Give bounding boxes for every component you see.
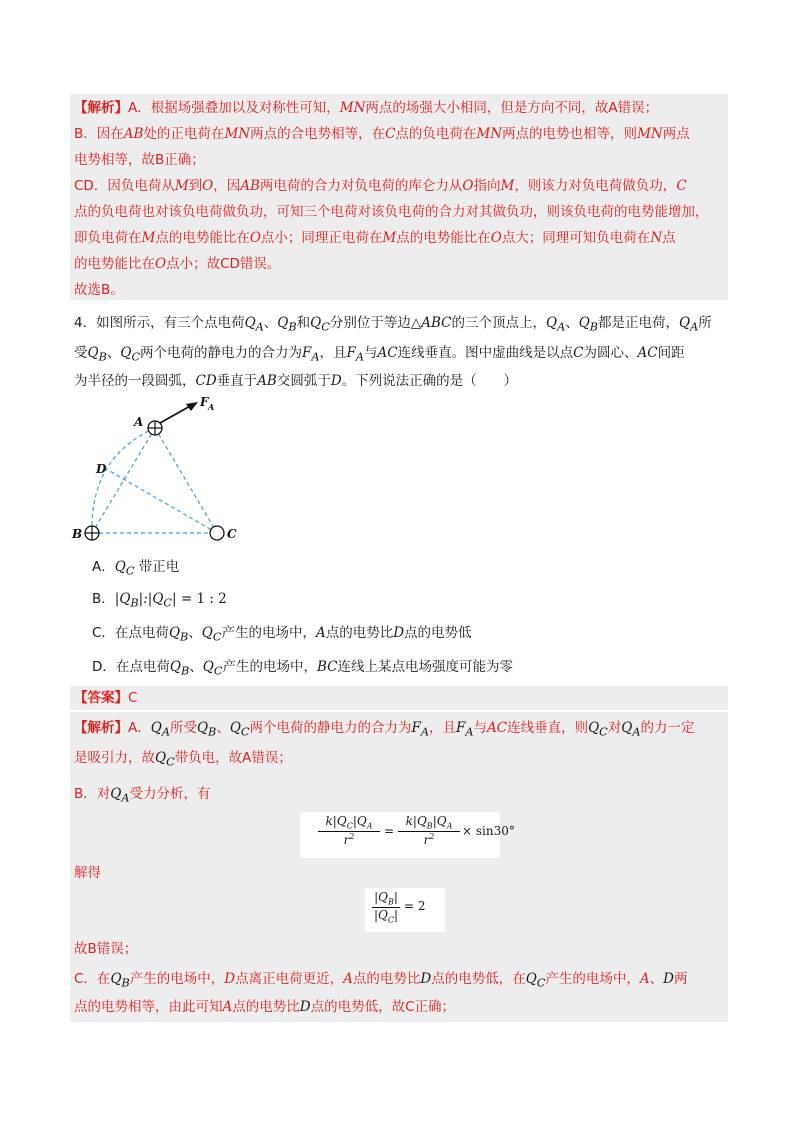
label-fa-sub: A (208, 402, 215, 412)
text: 是吸引力，故 (74, 750, 155, 766)
var: △ABC (410, 315, 452, 331)
var: D (663, 971, 674, 987)
var: D (224, 971, 236, 987)
sub: C (213, 664, 223, 678)
text: 点离正电荷更近， (235, 971, 344, 987)
sub: B (180, 630, 189, 644)
var: Q (578, 315, 590, 331)
var: AC (487, 720, 508, 736)
prev-analysis-line-6 (74, 227, 676, 249)
text: 故B错误； (74, 941, 138, 957)
var: F (411, 720, 421, 736)
var: Q (229, 720, 241, 736)
answer-shade (70, 686, 728, 710)
option-c[interactable]: C．在点电荷$Q_B$、$Q_C$产生的电场中，A点的电势比D点的电势低 (92, 625, 472, 644)
sub: B (589, 320, 599, 334)
var: C (676, 178, 687, 194)
text: ，且 (429, 720, 456, 736)
text: 与 (473, 720, 487, 736)
question-line-2 (74, 342, 685, 369)
text: 连线垂直，则 (507, 720, 589, 736)
var: | (393, 908, 399, 923)
var: |Q (374, 890, 388, 904)
text: 点的电势能比在 (396, 230, 491, 246)
var: Q (277, 315, 289, 331)
sub: A (255, 320, 264, 334)
prev-analysis-line-5 (74, 201, 709, 223)
text: 的三个顶点上， (451, 315, 546, 331)
sub: A (446, 821, 453, 831)
text: 都是正电荷， (598, 315, 680, 331)
text: C．在 (74, 971, 111, 987)
var: M (382, 230, 397, 246)
text: 点的电势比 (325, 625, 394, 641)
text: 、 (565, 315, 579, 331)
var: A (343, 971, 353, 987)
var: O (202, 178, 214, 194)
text: 带负电，故A错误； (174, 750, 292, 766)
sub: B (387, 897, 394, 907)
sub: B (426, 821, 433, 831)
var: D (393, 625, 405, 641)
var: Q (202, 659, 214, 675)
var: Q (168, 625, 181, 641)
label-a: A (134, 415, 144, 429)
text: 点的电势低，故C正确； (310, 999, 456, 1015)
var: Q (621, 720, 633, 736)
text: 到 (188, 178, 203, 194)
dashed-lines (92, 428, 217, 533)
text: 点小；同理正电荷在 (260, 230, 383, 246)
var: k (405, 814, 413, 828)
text: 分别位于等边 (329, 315, 411, 331)
sub: C (212, 630, 222, 644)
label-c: C (227, 527, 237, 541)
text: 间距 (657, 345, 685, 361)
sub: C (163, 596, 172, 610)
var: |Q (332, 814, 347, 828)
text: 解得 (74, 865, 101, 881)
var: |Q (412, 814, 427, 828)
var: Q (169, 659, 181, 675)
solve-label (74, 862, 101, 884)
var: Q (525, 971, 537, 987)
text: ，因 (213, 178, 241, 194)
text: 的力一定 (640, 720, 695, 736)
label-b: B (72, 527, 83, 541)
arc-ad-b (92, 428, 155, 533)
text: 故选B。 (74, 282, 124, 298)
var: AB (257, 373, 277, 389)
text: B．对 (74, 786, 111, 802)
text: 两点的电势也相等，则 (502, 126, 638, 142)
sub: C (536, 976, 546, 990)
var: Q (545, 315, 558, 331)
var: |:|Q (138, 591, 164, 607)
text: 垂直于 (216, 373, 258, 389)
label-fa: F (200, 395, 209, 409)
text: 为圆心、 (583, 345, 638, 361)
text: 与 (364, 345, 378, 361)
text: ，且 (319, 345, 347, 361)
var: Q (110, 786, 122, 802)
var: A (639, 971, 650, 987)
sub: C (131, 350, 141, 364)
sub: A (121, 791, 130, 805)
formula-1-right-fraction (398, 814, 460, 847)
text: 两电荷的合力对负电荷的库仑力从 (259, 178, 463, 194)
var: r (343, 833, 350, 848)
text: 。下列说法正确的是（ ） (341, 373, 518, 389)
option-d[interactable]: D．在点电荷$Q_B$、$Q_C$产生的电场中，BC连线上某点电场强度可能为零 (92, 659, 513, 678)
text: A． (92, 559, 115, 575)
analysis-line-1: 【解析】A．$Q_A$所受$Q_B$、$Q_C$两个电荷的静电力的合力为$F_A$，且$F_A$与AC连线垂直，则$Q_C$对$Q_A$的力一定 (74, 720, 695, 739)
var: Q (588, 720, 600, 736)
text: 处的正电荷在 (143, 126, 225, 142)
var: D (420, 971, 432, 987)
var: N (650, 230, 663, 246)
prev-analysis-line-2 (74, 123, 690, 145)
answer-value: C (128, 690, 138, 706)
var: MN (637, 126, 663, 142)
var: O (249, 230, 261, 246)
text: 4．如图所示，有三个点电荷 (74, 315, 245, 331)
question-line-3 (74, 370, 517, 392)
text: 指向 (473, 178, 501, 194)
text: 两个电荷的静电力的合力为 (249, 720, 412, 736)
text: 点的电势低 (404, 625, 472, 641)
sub: A (465, 725, 474, 739)
text: D．在点电荷 (92, 659, 170, 675)
text: 点的电势相等，由此可知 (74, 999, 223, 1015)
text: 即负电荷在 (74, 230, 142, 246)
var: |Q (373, 908, 388, 923)
var: r (423, 833, 430, 848)
var: D (330, 373, 342, 389)
var: A (222, 999, 233, 1015)
answer-line (74, 687, 137, 709)
formula-2-fraction (372, 890, 400, 925)
charge-c (210, 526, 224, 540)
formula-1-times: × sin30° (462, 824, 515, 838)
var: BC (316, 659, 338, 675)
option-b[interactable] (92, 588, 227, 615)
text: 两点 (662, 126, 690, 142)
text: 连线上某点电场强度可能为零 (337, 659, 513, 675)
prev-analysis-line-7 (74, 253, 280, 275)
sup: 2 (349, 832, 355, 842)
var: MN (476, 126, 503, 142)
force-arrow-head (186, 402, 198, 411)
text: 和 (296, 315, 311, 331)
var: CD (195, 373, 217, 389)
var: F (302, 345, 312, 361)
line-ac (155, 428, 217, 533)
text: 受 (74, 345, 88, 361)
sub: B (98, 350, 107, 364)
sub: A (690, 320, 699, 334)
analysis-line-c1 (74, 968, 687, 995)
sub: A (557, 320, 566, 334)
text: 电势相等，故B正确； (74, 152, 205, 168)
var: O (490, 230, 502, 246)
var: M (500, 178, 515, 194)
label-d: D (96, 462, 107, 476)
var: Q (310, 315, 322, 331)
charge-a (148, 421, 162, 435)
text: 所 (698, 315, 712, 331)
formula-2-eq: = 2 (404, 899, 426, 913)
sub: C (321, 320, 330, 334)
text: 两 (673, 971, 688, 987)
text: 产生的电场中， (545, 971, 640, 987)
analysis-line-c2 (74, 996, 455, 1018)
var: Q (110, 971, 122, 987)
prev-analysis-line-3 (74, 149, 205, 171)
var: AC (377, 345, 398, 361)
sub: C (240, 725, 250, 739)
var: M (174, 178, 189, 194)
text: ，则该力对负电荷做负功， (514, 178, 677, 194)
text: 点的负电荷在 (395, 126, 477, 142)
text: 、 (649, 971, 664, 987)
formula-1-left-fraction (318, 814, 380, 847)
var: MN (339, 100, 366, 116)
sub: A (311, 350, 320, 364)
text: 点小；故CD错误。 (166, 256, 281, 272)
question-line-1 (74, 312, 712, 339)
sub: B (288, 320, 297, 334)
formula-1 (318, 814, 515, 858)
text: 、 (106, 345, 121, 361)
var: Q (87, 345, 99, 361)
text: 交圆弧于 (276, 373, 331, 389)
analysis-line-2 (74, 747, 292, 774)
var: Q (201, 625, 213, 641)
sub: B (180, 664, 190, 678)
text: 产生的电场中， (222, 659, 317, 675)
formula-1-eq: = (384, 824, 395, 838)
var: AB (240, 178, 260, 194)
text: 两个电荷的静电力的合力为 (140, 345, 303, 361)
text: A． (128, 720, 151, 736)
text: | = 1 : 2 (172, 591, 227, 607)
var: A (315, 625, 326, 641)
var: F (346, 345, 356, 361)
charge-triangle-figure (70, 395, 250, 555)
var: Q (150, 720, 162, 736)
sub: B (208, 725, 217, 739)
text: 对 (607, 720, 622, 736)
sub: C (125, 564, 135, 578)
sub: A (355, 350, 365, 364)
text: A．根据场强叠加以及对称性可知， (128, 100, 340, 116)
force-arrow-shaft (160, 405, 192, 423)
sub: C (599, 725, 608, 739)
text: 的电势能比在 (74, 256, 155, 272)
text: 两点的合电势相等，在 (250, 126, 386, 142)
text: CD．因负电荷从 (74, 178, 175, 194)
text: 、 (263, 315, 278, 331)
analysis-line-3 (74, 783, 210, 810)
text: 点的电势比 (352, 971, 421, 987)
sub: A (161, 725, 170, 739)
b-wrong (74, 938, 137, 960)
var: AB (123, 126, 144, 142)
var: C (573, 345, 584, 361)
sub: C (346, 821, 353, 831)
var: M (141, 230, 156, 246)
analysis-tag: 【解析】 (74, 720, 128, 736)
line-ab (92, 428, 155, 533)
text: 点的负电荷也对该负电荷做负功，可知三个电荷对该负电荷的合力对其做负功，则该负电荷的电势能增加， (74, 204, 709, 220)
prev-analysis-line-1 (74, 97, 658, 119)
var: MN (224, 126, 251, 142)
var: O (462, 178, 474, 194)
var: F (456, 720, 466, 736)
var: Q (679, 315, 691, 331)
line-cd (108, 470, 217, 533)
var: Q (244, 315, 256, 331)
sub: A (366, 821, 373, 831)
var: | (393, 890, 398, 904)
text: 受力分析，有 (129, 786, 211, 802)
text: 所受 (169, 720, 197, 736)
sub: C (166, 755, 175, 769)
var: Q (196, 720, 209, 736)
text: 连线垂直。图中虚曲线是以点 (397, 345, 574, 361)
var: |Q (352, 814, 367, 828)
text: 两点的场强大小相同，但是方向不同，故A错误； (365, 100, 659, 116)
var: Q (155, 750, 167, 766)
text: B．因在 (74, 126, 124, 142)
sub: B (130, 596, 139, 610)
charge-b (85, 526, 99, 540)
answer-tag: 【答案】 (74, 690, 128, 706)
text: B． (92, 591, 115, 607)
var: |Q (432, 814, 447, 828)
text: 为半径的一段圆弧， (74, 373, 196, 389)
var: |Q (114, 591, 131, 607)
text: 带正电 (138, 559, 180, 575)
sup: 2 (429, 832, 435, 842)
text: 产生的电场中， (129, 971, 225, 987)
formula-2 (372, 890, 442, 930)
sub: A (420, 725, 429, 739)
var: k (325, 814, 333, 828)
prev-choice (74, 279, 124, 301)
var: Q (120, 345, 132, 361)
text: 点的电势比 (232, 999, 300, 1015)
text: 点大；同理可知负电荷在 (501, 230, 651, 246)
sub: B (121, 976, 130, 990)
var: O (155, 256, 167, 272)
var: AC (637, 345, 658, 361)
var: C (385, 126, 396, 142)
sub: A (632, 725, 641, 739)
text: C．在点电荷 (92, 625, 169, 641)
option-a[interactable] (92, 556, 179, 583)
var: Q (114, 559, 126, 575)
text: 点的电势低，在 (431, 971, 526, 987)
text: 产生的电场中， (221, 625, 316, 641)
prev-analysis-line-4 (74, 175, 687, 197)
analysis-tag: 【解析】 (74, 100, 128, 116)
sub: C (387, 915, 394, 925)
var: D (299, 999, 311, 1015)
text: 点的电势能比在 (155, 230, 250, 246)
text: 点 (662, 230, 676, 246)
